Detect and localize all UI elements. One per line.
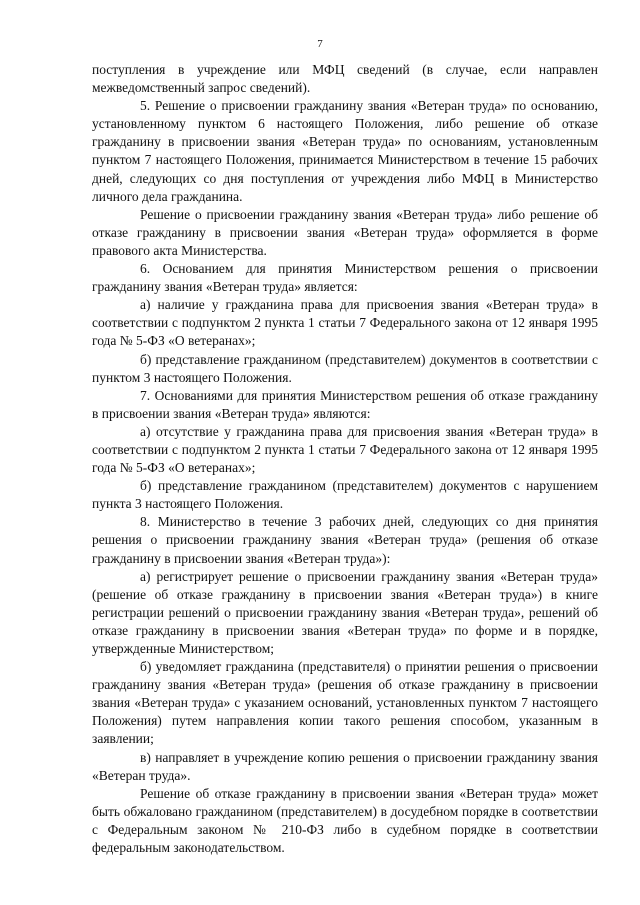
paragraph-item-7: 7. Основаниями для принятия Министерством решения об отказе гражданину в присвоении звания «Ветеран труда» являются:: [92, 387, 598, 421]
paragraph-item-5: 5. Решение о присвоении гражданину звания «Ветеран труда» по основанию, установленному пунктом 6 настоящего Положения, либо решение об отказе гражданину в присвоении звания «Ветеран труда» по основаниям, установленным пунктом 7 настоящего Положения, принимается Министерством в течение 15 рабочих дней, следующих со дня поступления от учреждения либо МФЦ в Министерство личного дела гражданина.: [92, 98, 598, 204]
page-number: 7: [317, 38, 323, 50]
paragraph-item-7b: б) представление гражданином (представителем) документов с нарушением пункта 3 настоящего Положения.: [92, 478, 598, 512]
document-body: [92, 61, 598, 857]
paragraph-appeal: Решение об отказе гражданину в присвоении звания «Ветеран труда» может быть обжаловано гражданином (представителем) в досудебном порядке в соответствии с Федеральным законом № 210-ФЗ либо в судебном порядке в соответствии федеральным законодательством.: [92, 785, 598, 856]
paragraph-decision-form: Решение о присвоении гражданину звания «Ветеран труда» либо решение об отказе гражданину в присвоении звания «Ветеран труда» оформляется в форме правового акта Министерства.: [92, 206, 598, 258]
paragraph-item-6a: а) наличие у гражданина права для присвоения звания «Ветеран труда» в соответствии с подпунктом 2 пункта 1 статьи 7 Федерального закона от 12 января 1995 года № 5-ФЗ «О ветеранах»;: [92, 297, 598, 349]
paragraph-item-8: 8. Министерство в течение 3 рабочих дней, следующих со дня принятия решения о присвоении гражданину звания «Ветеран труда» (решения об отказе гражданину в присвоении звания «Ветеран труда»):: [92, 514, 598, 566]
paragraph-item-6: 6. Основанием для принятия Министерством решения о присвоении гражданину звания «Ветеран труда» является:: [92, 261, 598, 295]
paragraph-item-8v: в) направляет в учреждение копию решения о присвоении гражданину звания «Ветеран труда».: [92, 749, 598, 783]
paragraph-item-6b: б) представление гражданином (представителем) документов в соответствии с пунктом 3 настоящего Положения.: [92, 351, 598, 385]
paragraph-item-8a: а) регистрирует решение о присвоении гражданину звания «Ветеран труда» (решение об отказе гражданину в присвоении звания «Ветеран труда») в книге регистрации решений о присвоении гражданину звания «Ветеран труда», решений об отказе гражданину в присвоении звания «Ветеран труда» по форме и в порядке, утвержденные Министерством;: [92, 568, 598, 656]
paragraph-item-7a: а) отсутствие у гражданина права для присвоения звания «Ветеран труда» в соответствии с подпунктом 2 пункта 1 статьи 7 Федерального закона от 12 января 1995 года № 5-ФЗ «О ветеранах»;: [92, 423, 598, 476]
paragraph-item-8b: б) уведомляет гражданина (представителя) о принятии решения о присвоении гражданину звания «Ветеран труда» (решения об отказе гражданину в присвоении звания «Ветеран труда» с указанием оснований, установленных пунктом 7 настоящего Положения) путем направления копии такого решения способом, указанным в заявлении;: [92, 659, 598, 747]
paragraph-continuation: поступления в учреждение или МФЦ сведений (в случае, если направлен межведомственный запрос сведений).: [92, 62, 598, 96]
